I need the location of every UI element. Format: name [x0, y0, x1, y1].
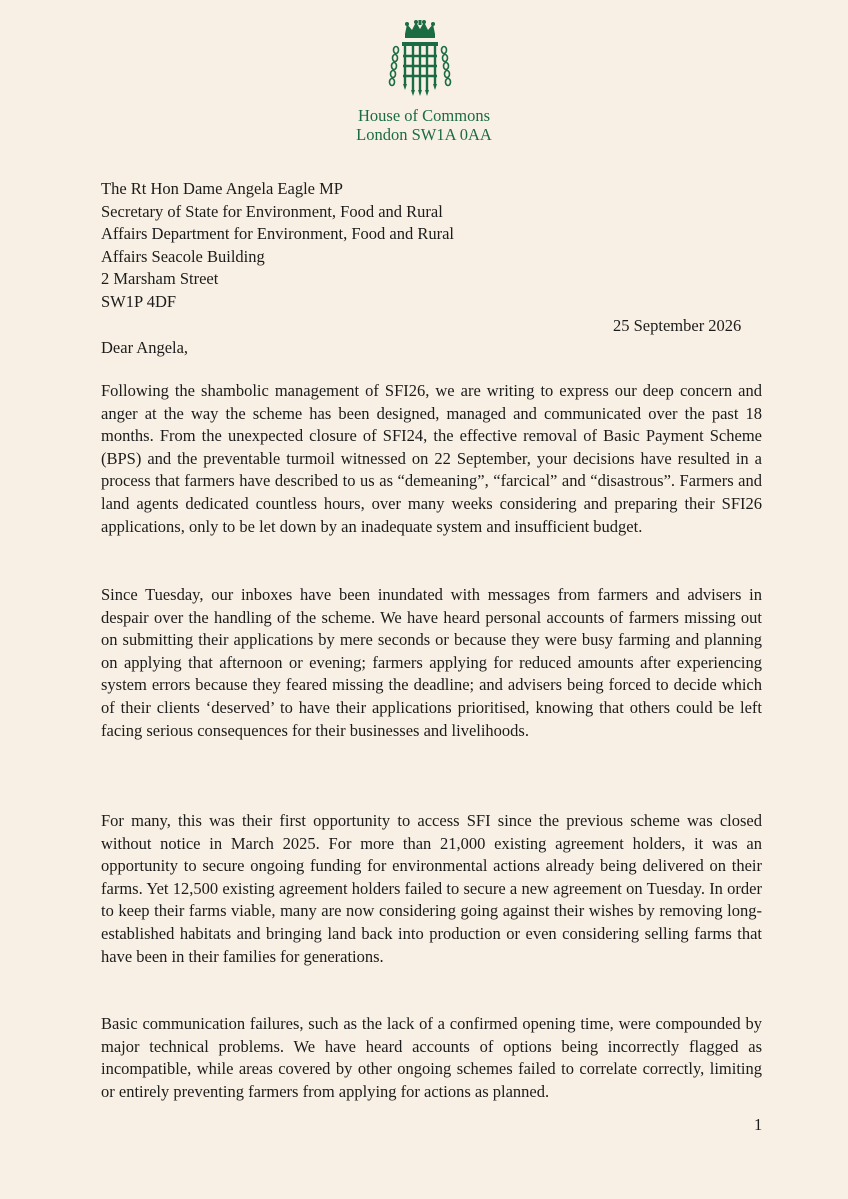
recipient-line: Affairs Department for Environment, Food and Rural [101, 224, 454, 244]
recipient-line: SW1P 4DF [101, 291, 177, 311]
recipient-line: The Rt Hon Dame Angela Eagle MP [101, 179, 343, 198]
recipient-line: Affairs Seacole Building [101, 246, 265, 266]
body-paragraph: Following the shambolic management of SFI26, we are writing to express our deep concern and anger at the way the scheme has been designed, managed and communicated over the past 18 months. From the unexpected closure of SFI24, the effective removal of Basic Payment Scheme (BPS) and the preventable turmoil witnessed on 22 September, your decisions have resulted in a process that farmers have described to us as “demeaning”, “farcical” and “disastrous”. Farmers and land agents dedicated countless hours, over many weeks considering and preparing their SFI26 applications, only to be let down by an inadequate system and insufficient budget. [101, 381, 762, 536]
recipient-line: 2 Marsham Street [101, 269, 219, 289]
recipient-line: Secretary of State for Environment, Food and Rural [101, 201, 443, 221]
body-paragraph: For many, this was their first opportunity to access SFI since the previous scheme was closed without notice in March 2025. For more than 21,000 existing agreement holders, it was an opportunity to secure ongoing funding for environmental actions already being delivered on their farms. Yet 12,500 existing agreement holders failed to secure a new agreement on Tuesday. In order to keep their farms viable, many are now considering going against their wishes by removing long-established habitats and bringing land back into production or even considering selling farms that have been in their families for generations. [101, 811, 762, 966]
letterhead-title: House of Commons [358, 106, 490, 125]
recipient-address [101, 178, 454, 314]
letter-date: 25 September 2026 [613, 316, 742, 335]
salutation: Dear Angela, [101, 338, 189, 357]
letterhead-address: London SW1A 0AA [356, 125, 492, 144]
body-paragraph: Basic communication failures, such as the lack of a confirmed opening time, were compounded by major technical problems. We have heard accounts of options being incorrectly flagged as incompatible, while areas covered by other ongoing schemes failed to correlate correctly, limiting or entirely preventing farmers from applying for actions as planned. [101, 1014, 762, 1101]
page-number: 1 [754, 1115, 763, 1134]
portcullis-crest-icon [385, 20, 455, 98]
body-paragraph: Since Tuesday, our inboxes have been inundated with messages from farmers and advisers in despair over the handling of the scheme. We have heard personal accounts of farmers missing out on submitting their applications by mere seconds or because they were busy farming and planning on applying that afternoon or evening; farmers applying for reduced amounts after experiencing system errors because they feared missing the deadline; and advisers being forced to decide which of their clients ‘deserved’ to have their applications prioritised, knowing that others could be left facing serious consequences for their businesses and livelihoods. [101, 585, 762, 740]
